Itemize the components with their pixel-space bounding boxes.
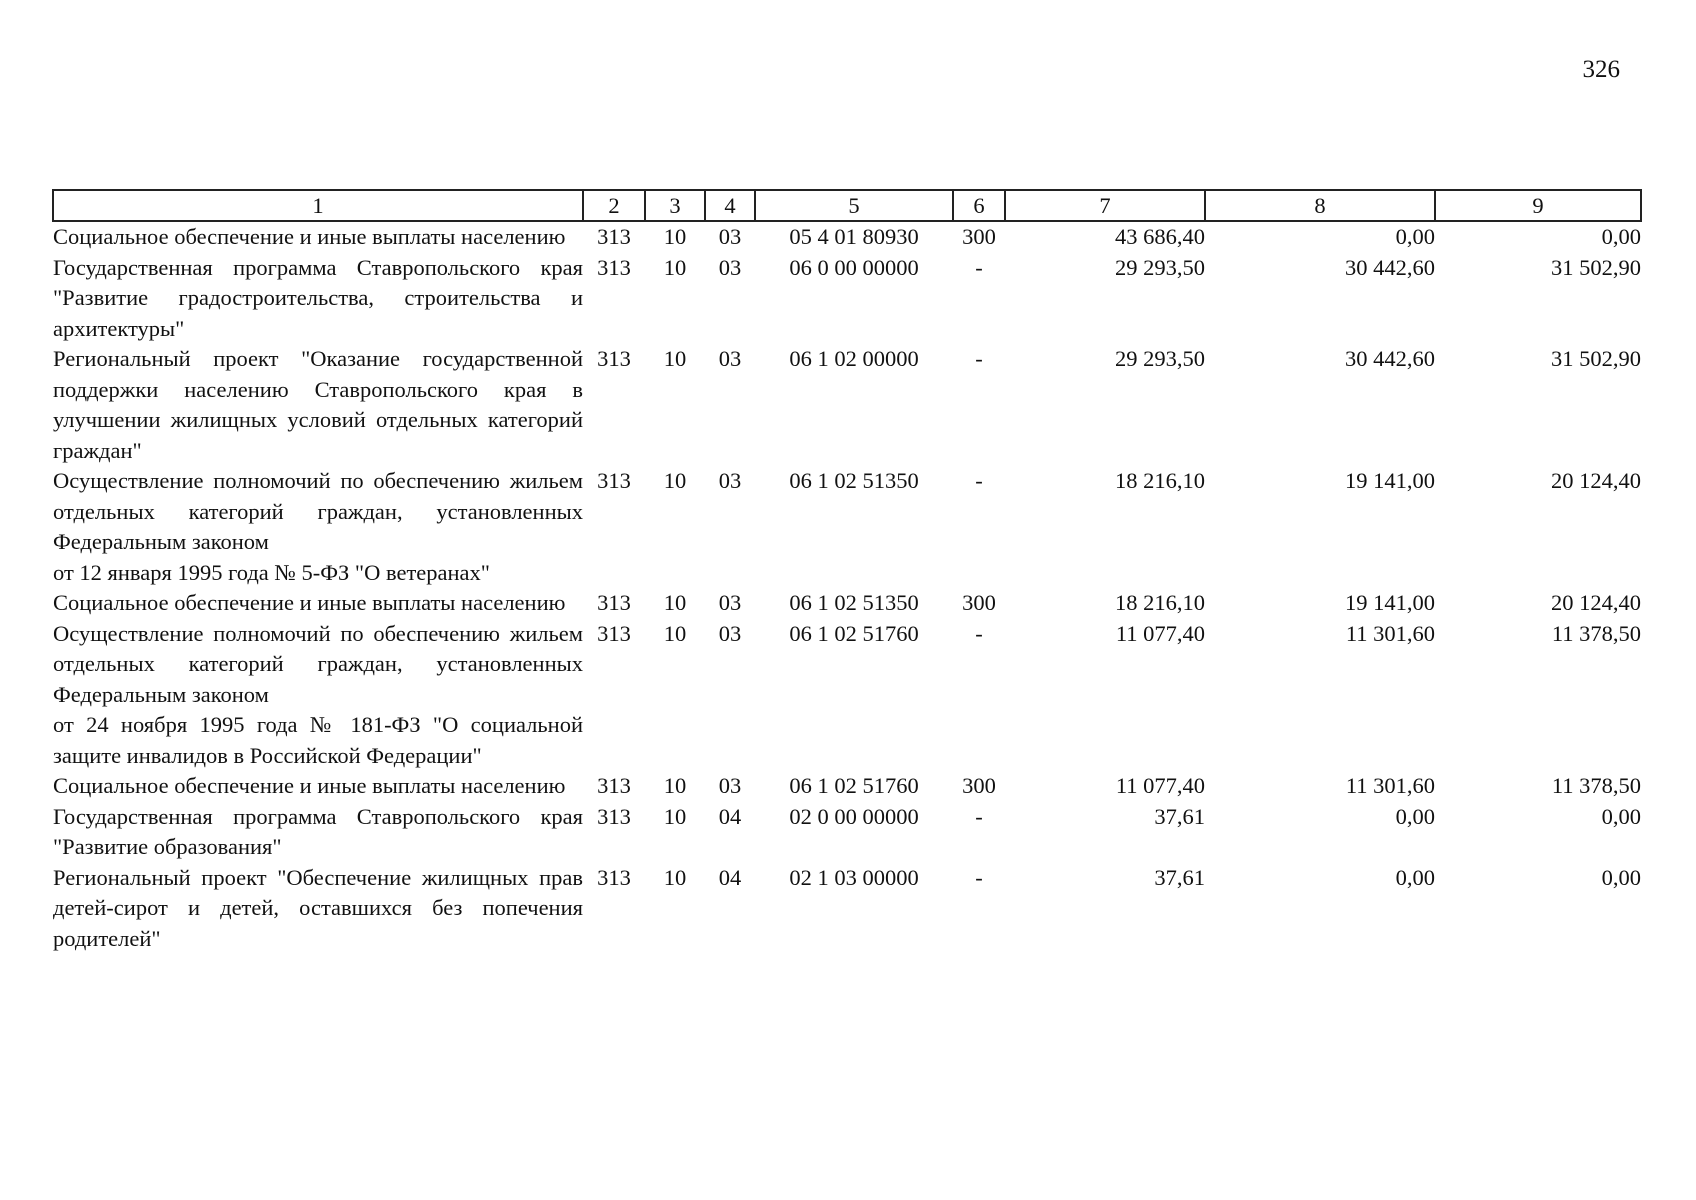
- cell-description: [53, 771, 583, 802]
- cell-ministry-code: 313: [597, 468, 631, 493]
- cell-amount-year3: 20 124,40: [1551, 468, 1641, 493]
- header-row: [53, 190, 1641, 221]
- page-number: 326: [1582, 56, 1620, 83]
- description-text: Государственная программа Ставропольского края "Развитие градостроительства, строительства и архитектуры": [53, 254, 583, 341]
- cell-amount-year3: 0,00: [1601, 864, 1641, 890]
- description-text: Региональный проект "Оказание государственной поддержки населению Ставропольского края в улучшении жилищных условий отдельных категорий граждан": [53, 346, 583, 463]
- cell-ministry-code: 313: [597, 864, 631, 890]
- cell-expense-type: -: [975, 346, 983, 371]
- cell-description: [53, 588, 583, 619]
- cell-amount-year1: 29 293,50: [1115, 254, 1205, 280]
- cell-ministry-code: 313: [597, 224, 631, 249]
- cell-target-article: 06 1 02 51350: [789, 590, 919, 615]
- cell-description: [53, 802, 583, 863]
- cell-subsection: 03: [718, 346, 742, 371]
- cell-amount-year1: 37,61: [1154, 864, 1205, 890]
- cell-amount-year2: 30 442,60: [1345, 254, 1435, 280]
- description-text: Осуществление полномочий по обеспечению жильем отдельных категорий граждан, установленных Федеральным законом: [53, 468, 583, 554]
- cell-amount-year2: 11 301,60: [1345, 620, 1435, 646]
- description-text: Региональный проект "Обеспечение жилищных прав детей-сирот и детей, оставшихся без попечения родителей": [53, 864, 583, 951]
- column-header: 2: [583, 190, 645, 221]
- cell-target-article: 06 1 02 51350: [789, 468, 919, 493]
- table-row: [53, 466, 1641, 588]
- column-header: 3: [645, 190, 705, 221]
- cell-amount-year2: 0,00: [1395, 803, 1435, 829]
- cell-expense-type: -: [975, 803, 983, 829]
- cell-amount-year2: 0,00: [1395, 224, 1435, 249]
- cell-target-article: 06 1 02 00000: [789, 346, 919, 371]
- table-row: [53, 863, 1641, 955]
- cell-section: 10: [663, 590, 687, 615]
- cell-ministry-code: 313: [597, 254, 631, 280]
- column-header: 4: [705, 190, 755, 221]
- table-row: [53, 588, 1641, 619]
- description-text: Осуществление полномочий по обеспечению жильем отдельных категорий граждан, установленных Федеральным законом: [53, 620, 583, 707]
- cell-target-article: 06 1 02 51760: [789, 620, 919, 646]
- table-row: [53, 771, 1641, 802]
- table-header: [53, 190, 1641, 221]
- cell-amount-year1: 18 216,10: [1115, 468, 1205, 493]
- cell-amount-year3: 31 502,90: [1551, 346, 1641, 371]
- table-row: [53, 221, 1641, 253]
- description-text-continued: от 24 ноября 1995 года № 181-ФЗ "О социальной защите инвалидов в Российской Федерации": [53, 712, 583, 768]
- cell-amount-year1: 37,61: [1154, 803, 1205, 829]
- cell-section: 10: [663, 773, 687, 798]
- cell-amount-year2: 19 141,00: [1345, 590, 1435, 615]
- cell-amount-year1: 18 216,10: [1115, 590, 1205, 615]
- cell-amount-year3: 0,00: [1601, 224, 1641, 249]
- cell-amount-year1: 43 686,40: [1115, 224, 1205, 249]
- cell-amount-year1: 11 077,40: [1115, 773, 1205, 798]
- description-text-continued: от 12 января 1995 года № 5-ФЗ "О ветеранах": [53, 559, 490, 585]
- cell-amount-year3: 11 378,50: [1551, 620, 1641, 646]
- description-text: Государственная программа Ставропольского края "Развитие образования": [53, 803, 583, 859]
- description-text: Социальное обеспечение и иные выплаты населению: [53, 590, 566, 615]
- cell-amount-year2: 0,00: [1395, 864, 1435, 890]
- cell-subsection: 03: [718, 254, 742, 280]
- cell-subsection: 04: [718, 864, 742, 890]
- cell-target-article: 02 1 03 00000: [789, 864, 919, 890]
- cell-description: [53, 221, 583, 253]
- cell-target-article: 06 0 00 00000: [789, 254, 919, 280]
- cell-section: 10: [663, 224, 687, 249]
- cell-ministry-code: 313: [597, 590, 631, 615]
- cell-amount-year2: 19 141,00: [1345, 468, 1435, 493]
- cell-ministry-code: 313: [597, 620, 631, 646]
- cell-amount-year1: 11 077,40: [1115, 620, 1205, 646]
- cell-amount-year3: 20 124,40: [1551, 590, 1641, 615]
- cell-amount-year2: 30 442,60: [1345, 346, 1435, 371]
- cell-expense-type: 300: [962, 590, 996, 615]
- cell-expense-type: -: [975, 620, 983, 646]
- table-body: [53, 221, 1641, 954]
- column-header: 5: [755, 190, 953, 221]
- cell-description: [53, 344, 583, 466]
- column-header: 9: [1435, 190, 1641, 221]
- cell-subsection: 03: [718, 773, 742, 798]
- description-text: Социальное обеспечение и иные выплаты населению: [53, 224, 566, 249]
- cell-ministry-code: 313: [597, 773, 631, 798]
- cell-description: [53, 466, 583, 588]
- column-header: 1: [53, 190, 583, 221]
- cell-section: 10: [663, 803, 687, 829]
- description-text: Социальное обеспечение и иные выплаты населению: [53, 773, 566, 798]
- cell-amount-year3: 0,00: [1601, 803, 1641, 829]
- cell-target-article: 02 0 00 00000: [789, 803, 919, 829]
- table-row: [53, 802, 1641, 863]
- table-row: [53, 344, 1641, 466]
- cell-ministry-code: 313: [597, 346, 631, 371]
- cell-subsection: 04: [718, 803, 742, 829]
- table-row: [53, 619, 1641, 772]
- cell-amount-year3: 31 502,90: [1551, 254, 1641, 280]
- cell-section: 10: [663, 346, 687, 371]
- cell-expense-type: -: [975, 864, 983, 890]
- cell-target-article: 06 1 02 51760: [789, 773, 919, 798]
- cell-description: [53, 619, 583, 772]
- cell-section: 10: [663, 254, 687, 280]
- cell-expense-type: -: [975, 254, 983, 280]
- cell-ministry-code: 313: [597, 803, 631, 829]
- cell-subsection: 03: [718, 468, 742, 493]
- budget-table: [52, 189, 1642, 954]
- cell-amount-year2: 11 301,60: [1345, 773, 1435, 798]
- cell-subsection: 03: [718, 620, 742, 646]
- cell-expense-type: 300: [962, 224, 996, 249]
- cell-section: 10: [663, 620, 687, 646]
- cell-amount-year1: 29 293,50: [1115, 346, 1205, 371]
- table-row: [53, 253, 1641, 345]
- cell-target-article: 05 4 01 80930: [789, 224, 919, 249]
- cell-section: 10: [663, 864, 687, 890]
- column-header: 8: [1205, 190, 1435, 221]
- column-header: 6: [953, 190, 1005, 221]
- cell-description: [53, 863, 583, 955]
- cell-expense-type: -: [975, 468, 983, 493]
- cell-amount-year3: 11 378,50: [1551, 773, 1641, 798]
- cell-subsection: 03: [718, 590, 742, 615]
- cell-subsection: 03: [718, 224, 742, 249]
- cell-description: [53, 253, 583, 345]
- cell-section: 10: [663, 468, 687, 493]
- column-header: 7: [1005, 190, 1205, 221]
- cell-expense-type: 300: [962, 773, 996, 798]
